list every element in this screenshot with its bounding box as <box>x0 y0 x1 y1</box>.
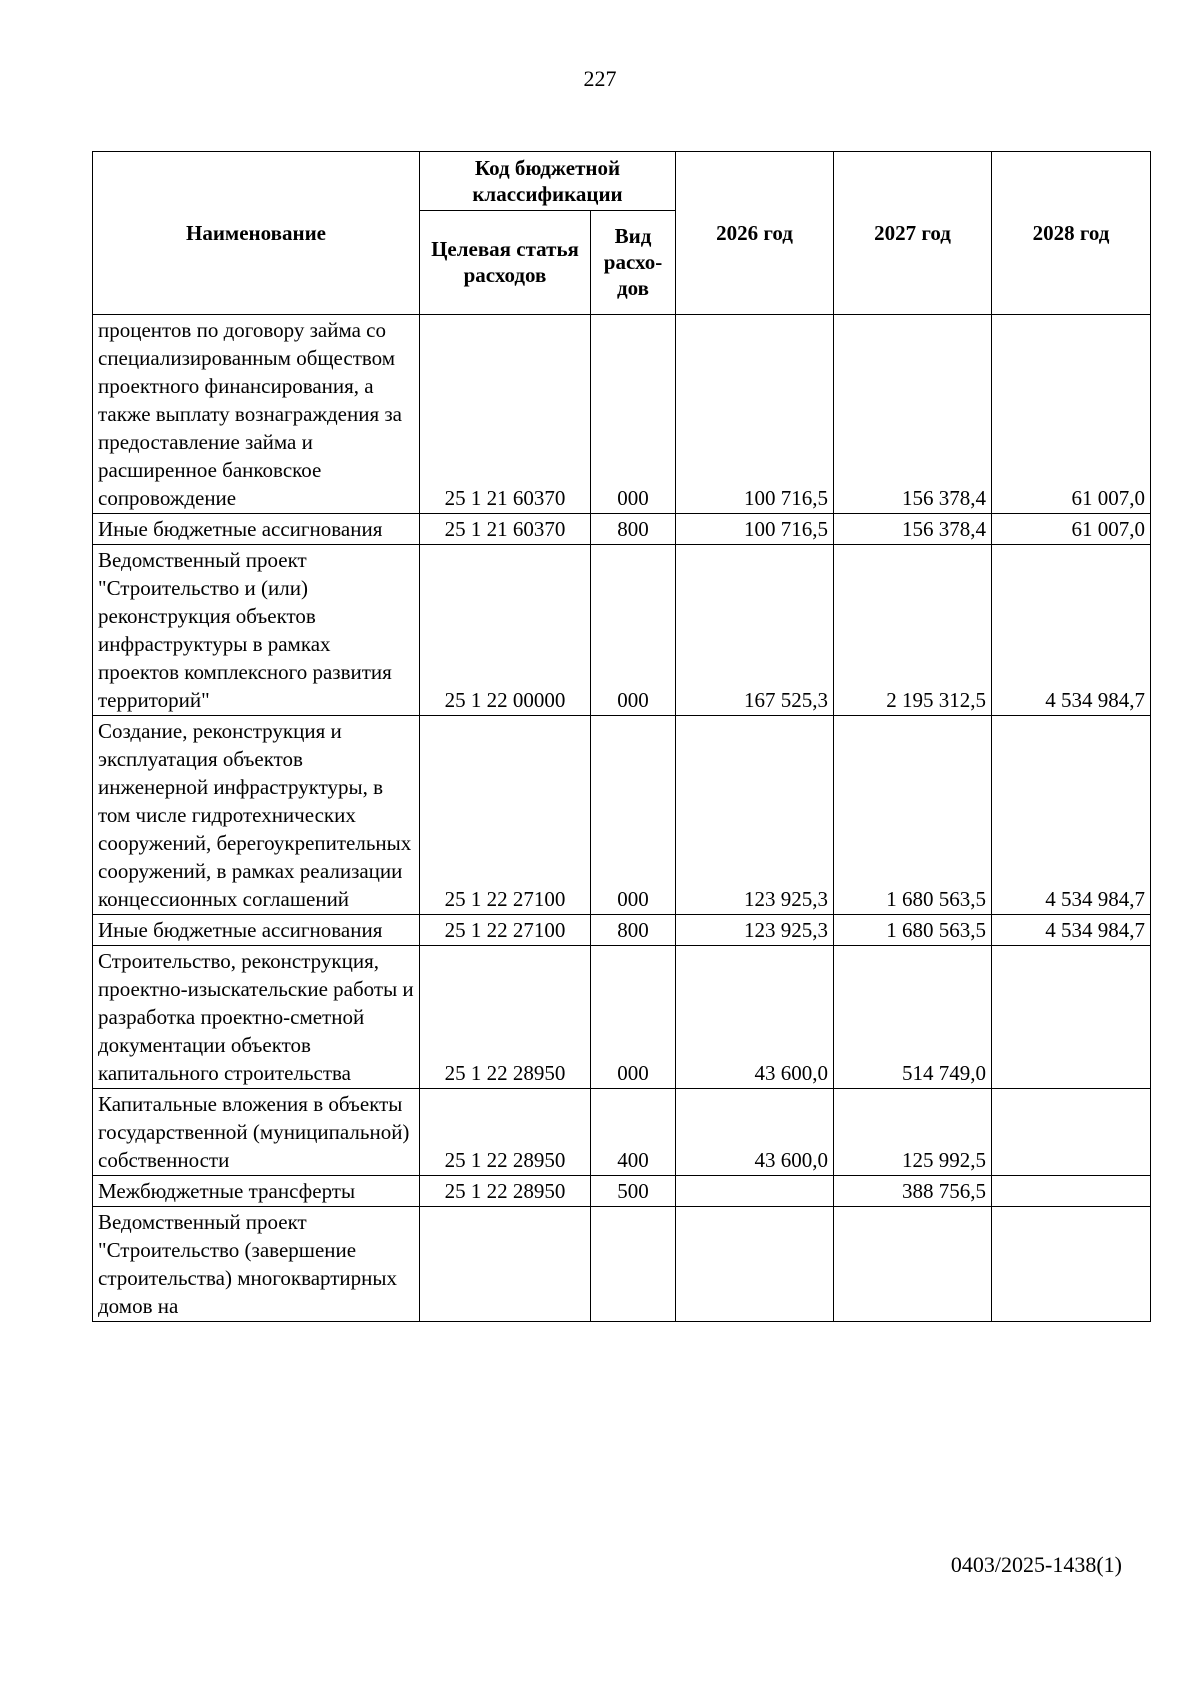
cell-name: Иные бюджетные ассигнования <box>93 915 420 946</box>
header-row-top <box>93 152 1151 211</box>
cell-target-article: 25 1 22 28950 <box>420 1176 591 1207</box>
cell-2028 <box>992 946 1151 1089</box>
table-row <box>93 514 1151 545</box>
cell-expense-type: 800 <box>591 514 676 545</box>
cell-name: Создание, реконструкция и эксплуатация объектов инженерной инфраструктуры, в том числе гидротехнических сооружений, берегоукрепительных сооружений, в рамках реализации концессионных соглашений <box>93 716 420 915</box>
table-row <box>93 915 1151 946</box>
cell-2027: 156 378,4 <box>834 514 992 545</box>
cell-2027: 1 680 563,5 <box>834 915 992 946</box>
cell-2026: 167 525,3 <box>676 545 834 716</box>
header-year-2027: 2027 год <box>834 152 992 315</box>
cell-2027 <box>834 1207 992 1322</box>
table-body <box>93 315 1151 1322</box>
table-row <box>93 545 1151 716</box>
cell-2026: 123 925,3 <box>676 915 834 946</box>
cell-2028: 4 534 984,7 <box>992 545 1151 716</box>
cell-2026: 100 716,5 <box>676 315 834 514</box>
cell-target-article <box>420 1207 591 1322</box>
cell-expense-type: 000 <box>591 946 676 1089</box>
cell-2026: 43 600,0 <box>676 946 834 1089</box>
cell-2027: 1 680 563,5 <box>834 716 992 915</box>
header-budget-code-group: Код бюджетной классификации <box>420 152 676 211</box>
page-number: 227 <box>583 66 617 91</box>
cell-2028 <box>992 1176 1151 1207</box>
cell-2028: 4 534 984,7 <box>992 716 1151 915</box>
cell-2027: 125 992,5 <box>834 1089 992 1176</box>
header-year-2026: 2026 год <box>676 152 834 315</box>
cell-2027: 514 749,0 <box>834 946 992 1089</box>
cell-name: Ведомственный проект "Строительство и (или) реконструкция объектов инфраструктуры в рамках проектов комплексного развития территорий" <box>93 545 420 716</box>
cell-name: процентов по договору займа со специализированным обществом проектного финансирования, а также выплату вознаграждения за предоставление займа и расширенное банковское сопровождение <box>93 315 420 514</box>
cell-2028 <box>992 1207 1151 1322</box>
cell-expense-type <box>591 1207 676 1322</box>
cell-2028: 61 007,0 <box>992 514 1151 545</box>
cell-target-article: 25 1 22 27100 <box>420 716 591 915</box>
cell-2026: 123 925,3 <box>676 716 834 915</box>
header-year-2028: 2028 год <box>992 152 1151 315</box>
cell-target-article: 25 1 22 00000 <box>420 545 591 716</box>
cell-2028 <box>992 1089 1151 1176</box>
cell-expense-type: 000 <box>591 545 676 716</box>
table-row <box>93 716 1151 915</box>
document-number: 0403/2025-1438(1) <box>950 1552 1122 1577</box>
cell-target-article: 25 1 22 28950 <box>420 1089 591 1176</box>
cell-target-article: 25 1 22 28950 <box>420 946 591 1089</box>
table-row <box>93 946 1151 1089</box>
table-row <box>93 1176 1151 1207</box>
cell-expense-type: 000 <box>591 315 676 514</box>
cell-target-article: 25 1 21 60370 <box>420 514 591 545</box>
cell-target-article: 25 1 22 27100 <box>420 915 591 946</box>
cell-expense-type: 000 <box>591 716 676 915</box>
cell-2027: 388 756,5 <box>834 1176 992 1207</box>
cell-2026 <box>676 1207 834 1322</box>
cell-2028: 4 534 984,7 <box>992 915 1151 946</box>
cell-2026: 100 716,5 <box>676 514 834 545</box>
cell-name: Капитальные вложения в объекты государственной (муниципальной) собственности <box>93 1089 420 1176</box>
header-target-article: Целевая статья расходов <box>420 210 591 314</box>
table-row <box>93 1207 1151 1322</box>
header-name: Наименование <box>93 152 420 315</box>
cell-2028: 61 007,0 <box>992 315 1151 514</box>
cell-2026: 43 600,0 <box>676 1089 834 1176</box>
cell-expense-type: 800 <box>591 915 676 946</box>
cell-expense-type: 500 <box>591 1176 676 1207</box>
table-row <box>93 1089 1151 1176</box>
cell-expense-type: 400 <box>591 1089 676 1176</box>
header-expense-type: Вид расхо-дов <box>591 210 676 314</box>
cell-name: Строительство, реконструкция, проектно-изыскательские работы и разработка проектно-сметной документации объектов капитального строительства <box>93 946 420 1089</box>
cell-2027: 156 378,4 <box>834 315 992 514</box>
cell-2026 <box>676 1176 834 1207</box>
cell-name: Иные бюджетные ассигнования <box>93 514 420 545</box>
cell-name: Ведомственный проект "Строительство (завершение строительства) многоквартирных домов на <box>93 1207 420 1322</box>
budget-table <box>92 151 1151 1322</box>
table-row <box>93 315 1151 514</box>
cell-name: Межбюджетные трансферты <box>93 1176 420 1207</box>
cell-2027: 2 195 312,5 <box>834 545 992 716</box>
cell-target-article: 25 1 21 60370 <box>420 315 591 514</box>
